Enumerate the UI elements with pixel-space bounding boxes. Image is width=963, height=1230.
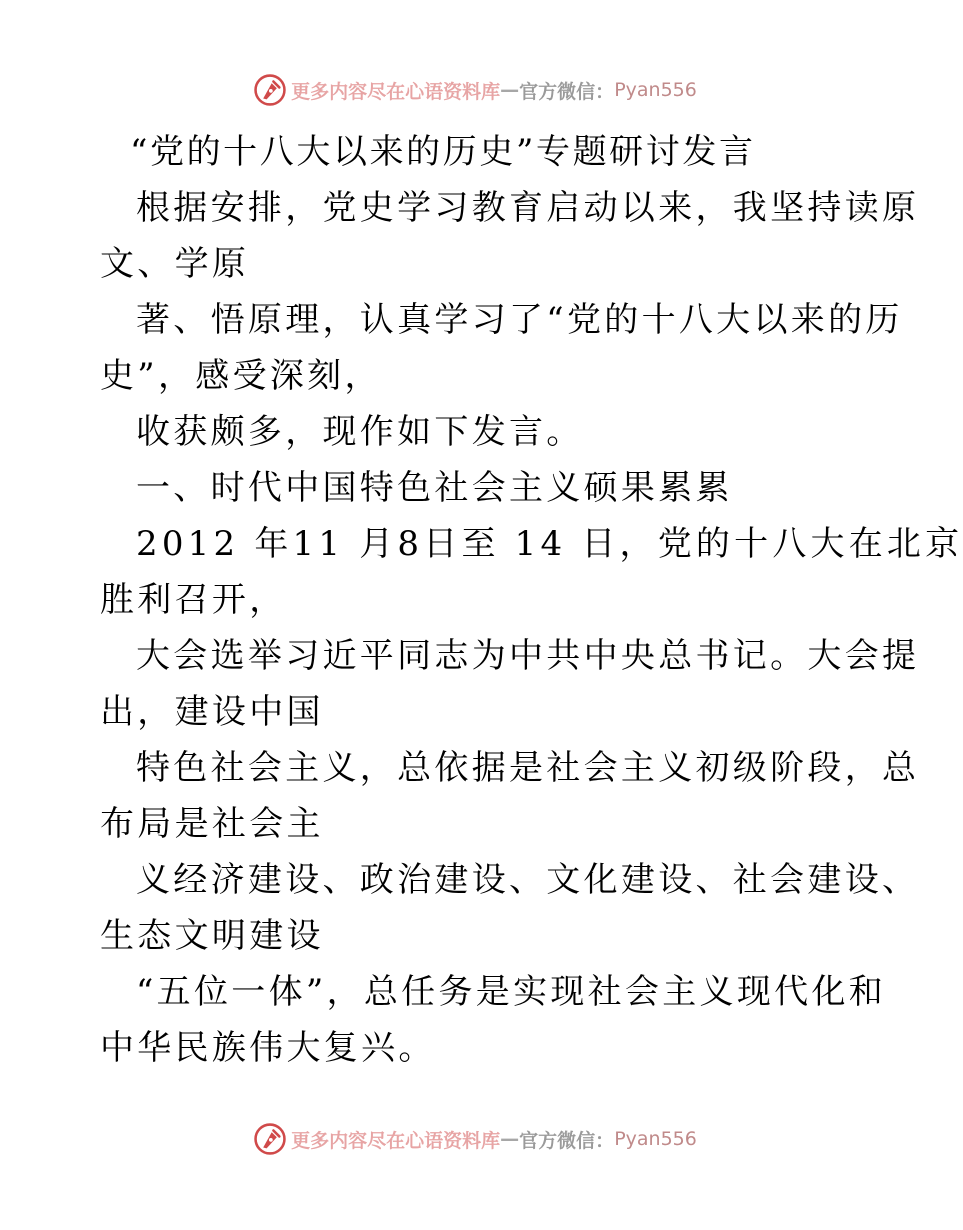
paragraph-line: 中华民族伟大复兴。 — [100, 1028, 436, 1068]
paragraph-line: 胜利召开， — [100, 580, 287, 620]
paragraph-line: 大会选举习近平同志为中共中央总书记。大会提 — [136, 636, 920, 676]
paragraph-line: 特色社会主义，总依据是社会主义初级阶段，总 — [136, 748, 920, 788]
footer-watermark — [0, 1119, 950, 1159]
document-title: “党的十八大以来的历史”专题研讨发言 — [130, 132, 756, 172]
watermark-wechat-label: 官方微信： — [519, 1129, 615, 1152]
paragraph-line: 著、悟原理，认真学习了“党的十八大以来的历 — [136, 300, 903, 340]
watermark-separator: — — [500, 79, 520, 101]
document-body — [100, 124, 963, 1076]
watermark-wechat-label: 官方微信： — [519, 80, 615, 103]
paragraph-line: 义经济建设、政治建设、文化建设、社会建设、 — [136, 860, 920, 900]
watermark-separator: — — [500, 1128, 520, 1150]
section-heading: 一、时代中国特色社会主义硕果累累 — [136, 468, 733, 508]
watermark-text: 更多内容尽在心语资料库 — [291, 1129, 501, 1152]
paragraph-line: 收获颇多，现作如下发言。 — [136, 412, 584, 452]
paragraph-line: 出，建设中国 — [100, 692, 324, 732]
pen-nib-logo-icon — [253, 73, 287, 107]
pen-nib-logo-icon — [253, 1122, 287, 1156]
paragraph-line: 史”，感受深刻， — [100, 356, 382, 396]
paragraph-line: 2012 年11 月8日至 14 日，党的十八大在北京 — [136, 524, 963, 564]
watermark-wechat-id: Pyan556 — [614, 1128, 697, 1150]
header-watermark — [0, 70, 950, 110]
paragraph-line: 文、学原 — [100, 244, 250, 284]
paragraph-line: 根据安排，党史学习教育启动以来，我坚持读原 — [136, 188, 920, 228]
watermark-wechat-id: Pyan556 — [614, 79, 697, 101]
watermark-text: 更多内容尽在心语资料库 — [291, 80, 501, 103]
paragraph-line: “五位一体”，总任务是实现社会主义现代化和 — [136, 972, 887, 1012]
paragraph-line: 布局是社会主 — [100, 804, 324, 844]
paragraph-line: 生态文明建设 — [100, 916, 324, 956]
